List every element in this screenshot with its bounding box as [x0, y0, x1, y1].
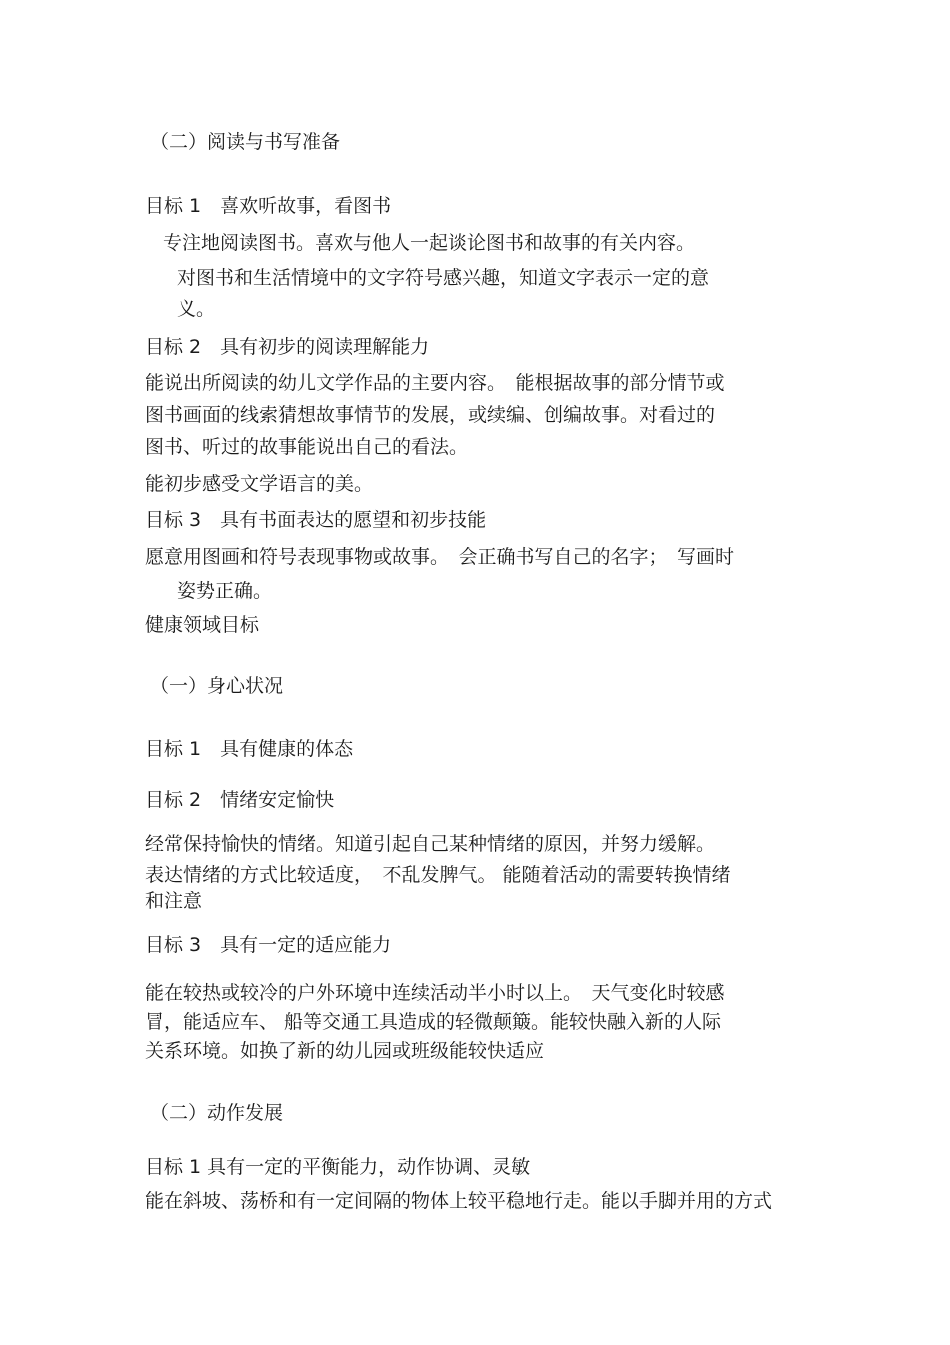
goal-title: 目标 2 情绪安定愉快	[145, 789, 335, 811]
paragraph-line: 冒，能适应车、 船等交通工具造成的轻微颠簸。能较快融入新的人际	[145, 1011, 722, 1033]
paragraph-line: 义。	[177, 298, 216, 320]
paragraph-line: 关系环境。如换了新的幼儿园或班级能较快适应	[145, 1040, 545, 1062]
paragraph-line: 姿势正确。	[177, 580, 273, 602]
paragraph-line: 对图书和生活情境中的文字符号感兴趣，知道文字表示一定的意	[177, 267, 710, 289]
section-heading-motor-development: （二）动作发展	[150, 1102, 284, 1124]
goal-title: 目标 2 具有初步的阅读理解能力	[145, 336, 430, 358]
section-heading-reading-writing: （二）阅读与书写准备	[150, 131, 341, 153]
goal-title: 目标 1 喜欢听故事，看图书	[145, 195, 392, 217]
section-heading-body-mind: （一）身心状况	[150, 675, 284, 697]
domain-title-health: 健康领域目标	[145, 614, 260, 636]
paragraph-line: 专注地阅读图书。喜欢与他人一起谈论图书和故事的有关内容。	[163, 232, 696, 254]
paragraph-line: 愿意用图画和符号表现事物或故事。 会正确书写自己的名字； 写画时	[145, 546, 735, 568]
paragraph-line: 经常保持愉快的情绪。知道引起自己某种情绪的原因，并努力缓解。	[145, 833, 716, 855]
paragraph-line: 和注意	[145, 890, 203, 912]
paragraph-line: 表达情绪的方式比较适度， 不乱发脾气。 能随着活动的需要转换情绪	[145, 864, 731, 886]
goal-title: 目标 3 具有一定的适应能力	[145, 934, 392, 956]
paragraph-line: 能在较热或较冷的户外环境中连续活动半小时以上。 天气变化时较感	[145, 982, 725, 1004]
paragraph-line: 能在斜坡、荡桥和有一定间隔的物体上较平稳地行走。能以手脚并用的方式	[145, 1190, 773, 1212]
goal-title: 目标 1 具有健康的体态	[145, 738, 354, 760]
goal-title: 目标 1 具有一定的平衡能力，动作协调、灵敏	[145, 1156, 531, 1178]
paragraph-line: 能初步感受文学语言的美。	[145, 473, 374, 495]
paragraph-line: 图书、听过的故事能说出自己的看法。	[145, 436, 469, 458]
paragraph-line: 能说出所阅读的幼儿文学作品的主要内容。 能根据故事的部分情节或	[145, 372, 725, 394]
goal-title: 目标 3 具有书面表达的愿望和初步技能	[145, 509, 487, 531]
paragraph-line: 图书画面的线索猜想故事情节的发展，或续编、创编故事。对看过的	[145, 404, 716, 426]
